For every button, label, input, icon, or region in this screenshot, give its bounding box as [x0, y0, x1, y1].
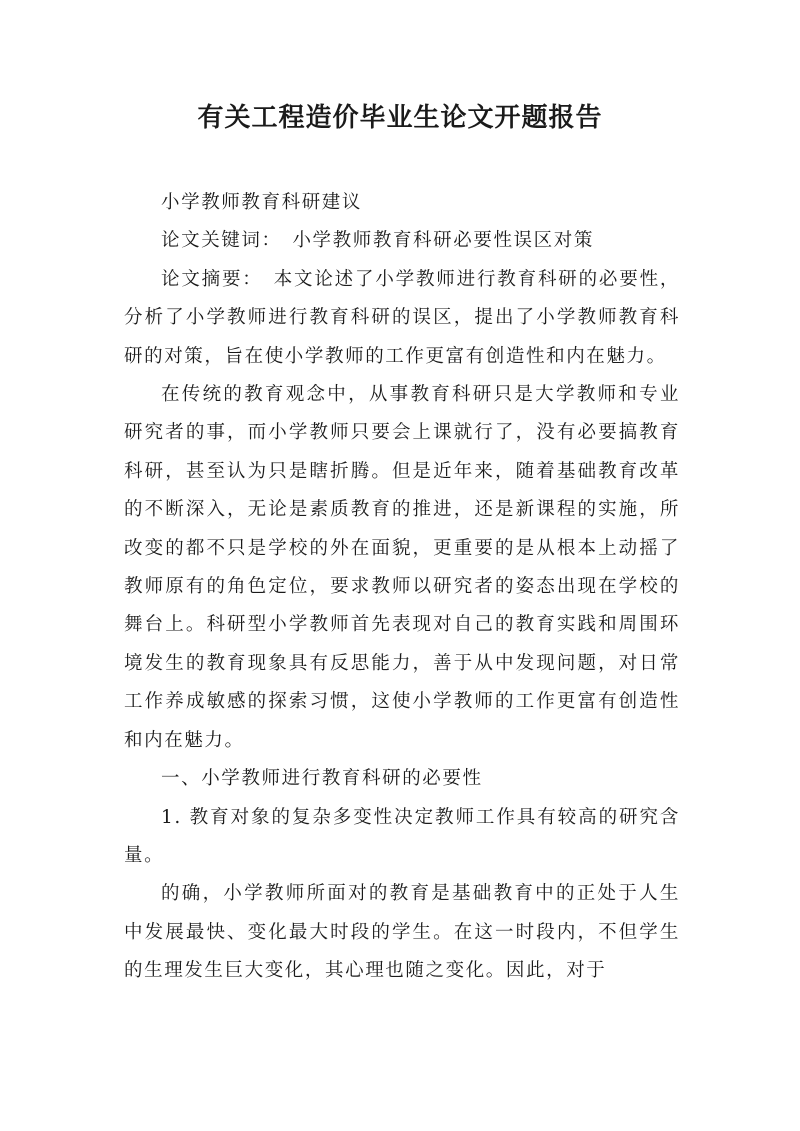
subject-line: 小学教师教育科研建议	[161, 192, 363, 213]
document-title: 有关工程造价毕业生论文开题报告	[197, 103, 603, 133]
section-heading: 一、小学教师进行教育科研的必要性	[161, 768, 483, 790]
keywords-line: 论文关键词： 小学教师教育科研必要性误区对策	[161, 230, 594, 252]
subsection-heading: 1. 教育对象的复杂多变性决定教师工作具有较高的研究含量。	[124, 806, 680, 866]
intro-paragraph: 在传统的教育观念中，从事教育科研只是大学教师和专业研究者的事，而小学教师只要会上课就行了，没有必要搞教育科研，甚至认为只是瞎折腾。但是近年来，随着基础教育改革的不断深入，无论是素质教育的推进，还是新课程的实施，所改变的都不只是学校的外在面貌，更重要的是从根本上动摇了教师原有的角色定位，要求教师以研究者的姿态出现在学校的舞台上。科研型小学教师首先表现对自己的教育实践和周围环境发生的教育现象具有反思能力，善于从中发现问题，对日常工作养成敏感的探索习惯，这使小学教师的工作更富有创造性和内在魅力。	[124, 384, 680, 751]
body-paragraph: 的确，小学教师所面对的教育是基础教育中的正处于人生中发展最快、变化最大时段的学生。在这一时段内，不但学生的生理发生巨大变化，其心理也随之变化。因此，对于	[124, 883, 680, 982]
abstract-paragraph: 论文摘要： 本文论述了小学教师进行教育科研的必要性，分析了小学教师进行教育科研的误区，提出了小学教师教育科研的对策，旨在使小学教师的工作更富有创造性和内在魅力。	[124, 268, 680, 367]
document-body	[124, 184, 680, 991]
